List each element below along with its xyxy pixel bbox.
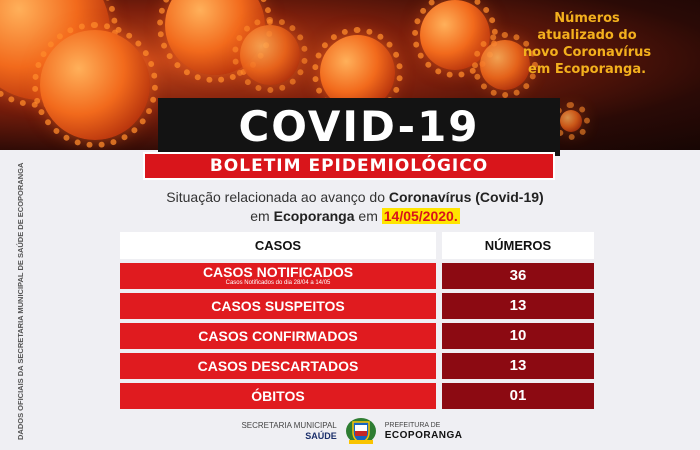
intro-city: Ecoporanga (273, 208, 355, 224)
prefeitura-line-1: PREFEITURA DE (384, 421, 441, 429)
side-caption (14, 162, 28, 440)
hero-note (502, 10, 672, 78)
municipal-crest-icon (345, 416, 377, 446)
row-label: CASOS NOTIFICADOS (202, 264, 354, 280)
row-note: Casos Notificados do dia 28/04 a 14/05 (225, 280, 331, 286)
side-caption-text: DADOS OFICIAIS DA SECRETARIA MUNICIPAL DE SAÚDE DE ECOPORANGA (16, 162, 25, 440)
table-row (120, 263, 594, 289)
hero-note-line: Números (554, 11, 620, 26)
table-row (120, 293, 594, 319)
virus-illustration (560, 110, 582, 132)
intro-date: 14/05/2020. (383, 208, 458, 224)
intro-part: Situação relacionada ao avanço do (166, 189, 389, 205)
row-value: 36 (442, 263, 594, 289)
hero-note-line: em Ecoporanga. (527, 62, 647, 77)
intro-text (60, 188, 650, 226)
row-label-cell (120, 293, 436, 319)
table-row (120, 353, 594, 379)
prefeitura-logo (385, 422, 463, 441)
row-label: ÓBITOS (251, 387, 305, 404)
row-label: CASOS DESCARTADOS (197, 357, 359, 374)
hero-note-line: atualizado do (537, 28, 637, 43)
page-subtitle: BOLETIM EPIDEMIOLÓGICO (143, 152, 555, 180)
secretaria-line-1: SECRETARIA MUNICIPAL (241, 420, 337, 430)
intro-part: em (354, 208, 382, 224)
row-value: 01 (442, 383, 594, 409)
prefeitura-line-2: ECOPORANGA (384, 429, 463, 441)
row-label-cell (120, 383, 436, 409)
table-row (120, 383, 594, 409)
intro-line-1 (60, 188, 650, 207)
row-label: CASOS SUSPEITOS (211, 297, 345, 314)
cases-table (120, 232, 594, 409)
intro-virus-name: Coronavírus (Covid-19) (388, 189, 544, 205)
intro-part: em (250, 208, 274, 224)
intro-line-2 (60, 207, 650, 226)
table-row (120, 323, 594, 349)
footer-logos (232, 416, 472, 446)
secretaria-logo (241, 421, 336, 442)
row-label-cell (120, 263, 436, 289)
row-value: 13 (442, 353, 594, 379)
header-numeros: NÚMEROS (442, 232, 594, 259)
page-title: COVID-19 (158, 98, 560, 156)
row-label-cell (120, 323, 436, 349)
secretaria-line-2: SAÚDE (305, 430, 337, 441)
table-header (120, 232, 594, 259)
row-value: 10 (442, 323, 594, 349)
row-label-cell (120, 353, 436, 379)
header-casos: CASOS (120, 232, 436, 259)
virus-illustration (40, 30, 150, 140)
virus-illustration (240, 25, 300, 85)
row-value: 13 (442, 293, 594, 319)
hero-note-line: novo Coronavírus (522, 45, 652, 60)
row-label: CASOS CONFIRMADOS (198, 327, 358, 344)
